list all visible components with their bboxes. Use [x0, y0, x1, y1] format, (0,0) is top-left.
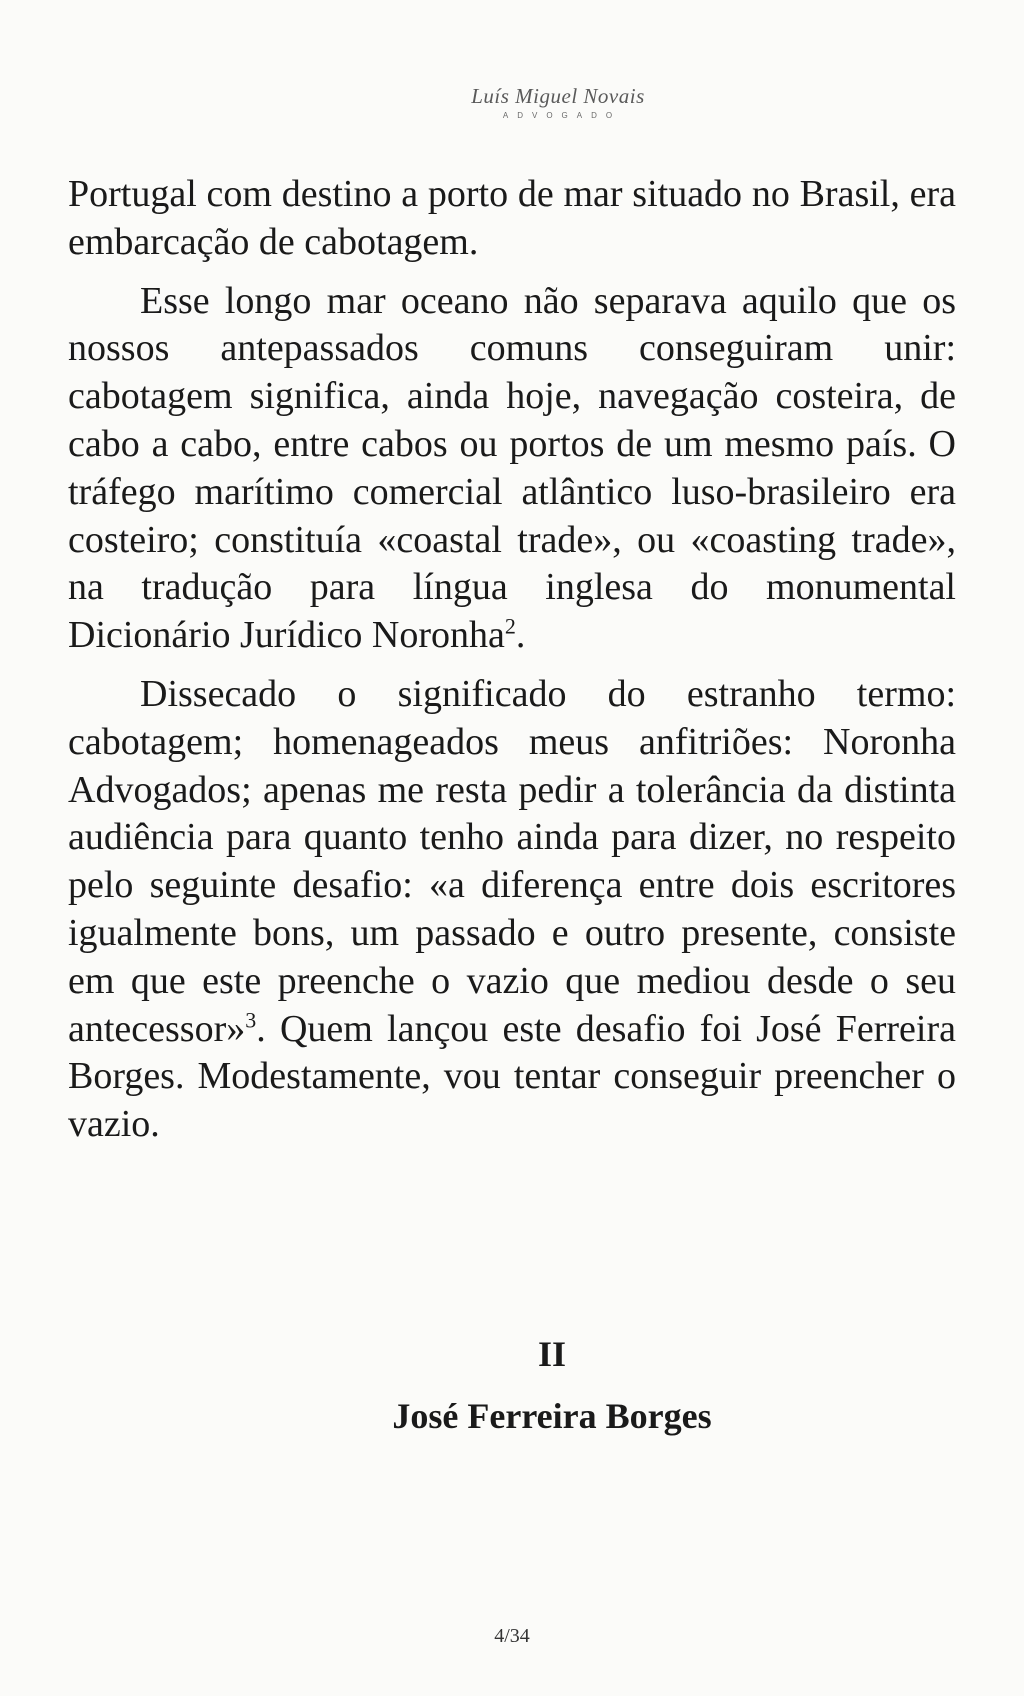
paragraph-2 — [68, 278, 956, 660]
section-title: José Ferreira Borges — [392, 1396, 712, 1436]
paragraph-1: Portugal com destino a porto de mar situado no Brasil, era embarcação de cabotagem. — [68, 173, 956, 263]
paragraph-2-text: Esse longo mar oceano não separava aquilo que os nossos antepassados comuns conseguiram unir: cabotagem significa, ainda hoje, navegação costeira, de cabo a cabo, entre cabos ou portos de um mesmo país. O tráfego marítimo comercial atlântico luso-brasileiro era costeiro; constituía «coastal trade», ou «coasting trade», na tradução para língua inglesa do monumental Dicionário Jurídico Noronha — [68, 279, 956, 657]
letterhead-subtitle: ADVOGADO — [502, 111, 622, 120]
paragraph-2-end: . — [515, 614, 526, 657]
paragraph-3-text: Dissecado o significado do estranho termo: cabotagem; homenageados meus anfitriões: Noronha Advogados; apenas me resta pedir a tolerância da distinta audiência para quanto tenho ainda para dizer, no respeito pelo seguinte desafio: «a diferença entre dois escritores igualmente bons, um passado e outro presente, consiste em que este preenche o vazio que mediou desde o seu antecessor» — [68, 672, 956, 1050]
letterhead — [0, 84, 1024, 120]
letterhead-name: Luís Miguel Novais — [471, 84, 645, 108]
body-text — [68, 171, 956, 1160]
paragraph-3 — [68, 671, 956, 1149]
page-number: 4/34 — [494, 1625, 530, 1647]
section-number: II — [537, 1334, 567, 1374]
footnote-ref-3: 3 — [245, 1006, 257, 1032]
footnote-ref-2: 2 — [504, 613, 516, 639]
paragraph-3-end: . Quem lançou este desafio foi José Ferreira Borges. Modestamente, vou tentar conseguir preencher o vazio. — [68, 1007, 956, 1146]
